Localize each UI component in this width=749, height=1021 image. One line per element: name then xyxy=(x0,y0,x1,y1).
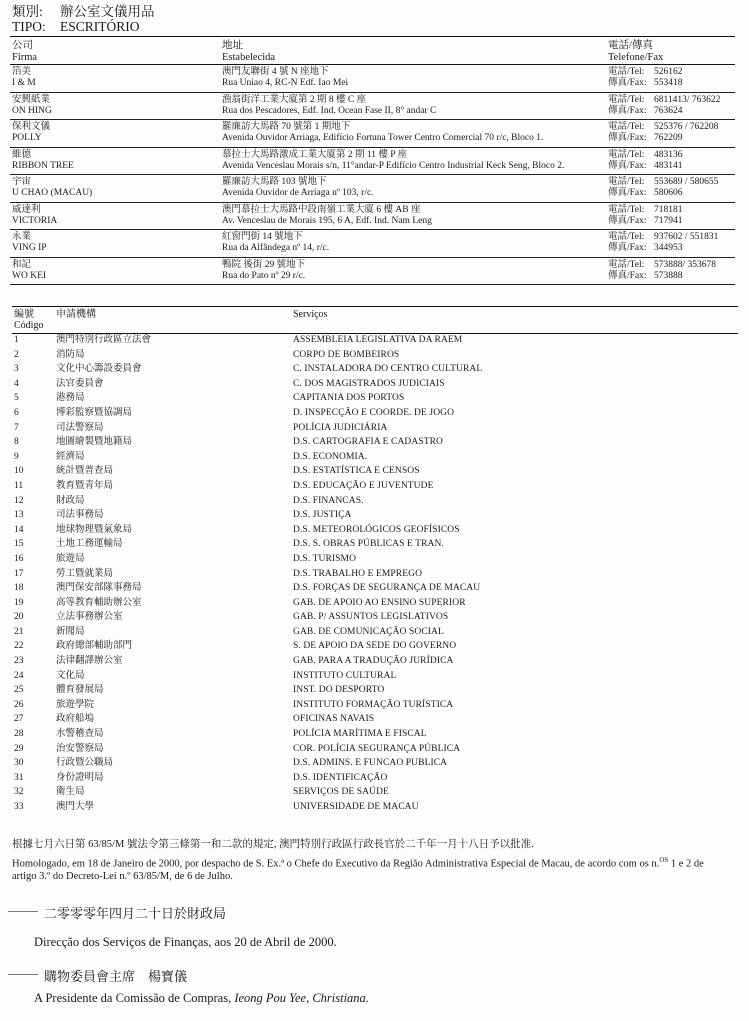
company-fax xyxy=(608,106,735,117)
company-address-cn: 羅廉訪大馬路 70 號第 1 期地下 xyxy=(222,122,351,132)
approval-pt-line2: artigo 3.º do Decreto-Lei n.º 63/85/M, de 6 de Julho. xyxy=(12,871,233,882)
service-institution-cn: 政府總部輔助部門 xyxy=(56,641,133,652)
service-name-pt: GAB. PARA A TRADUÇÃO JURÍDICA xyxy=(293,656,454,667)
code-column-header xyxy=(14,309,43,331)
service-code: 2 xyxy=(14,349,19,360)
company-firm-cell xyxy=(12,260,212,282)
service-name-pt: ASSEMBLEIA LEGISLATIVA DA RAEM xyxy=(293,335,463,345)
tel-label: 電話/Tel: xyxy=(608,177,645,187)
company-name-cn: 和記 xyxy=(12,259,32,270)
service-institution-cn: 法官委員會 xyxy=(56,378,104,389)
service-row xyxy=(12,537,738,552)
tel-value: 718181 xyxy=(654,204,683,215)
company-fax xyxy=(608,161,735,172)
service-institution-cn: 身份證明局 xyxy=(56,772,104,783)
company-address-pt: Av. Venceslau de Morais 195, 6 A, Edf. Ind. Nam Leng xyxy=(222,215,432,226)
service-name-pt: GAB. DE COMUNICAÇÃO SOCIAL xyxy=(293,626,444,637)
type-label: TIPO: xyxy=(12,19,46,34)
service-institution-cn: 土地工務運輸局 xyxy=(56,539,123,550)
service-institution-cn: 立法事務辦公室 xyxy=(56,612,123,623)
service-name-pt: D.S. ECONOMIA. xyxy=(293,451,368,462)
fax-label: 傳真/Fax: xyxy=(608,215,647,226)
approval-pt-text2: 1 e 2 de xyxy=(668,858,704,870)
service-row xyxy=(12,450,738,465)
service-row xyxy=(12,654,738,669)
service-code: 25 xyxy=(14,685,24,696)
service-name-pt: D.S. CARTOGRAFIA E CADASTRO xyxy=(293,437,444,448)
service-institution-cn: 澳門大學 xyxy=(56,802,95,812)
service-code: 9 xyxy=(14,451,19,462)
company-address-cell xyxy=(222,232,607,254)
service-institution-cn: 高等教育輔助辦公室 xyxy=(56,597,142,608)
service-code: 5 xyxy=(14,393,19,404)
tel-label: 電話/Tel: xyxy=(608,204,645,215)
service-name-pt: D.S. EDUCAÇÃO E JUVENTUDE xyxy=(293,480,434,491)
company-phone-cell xyxy=(608,260,735,282)
phone-header-pt: Telefone/Fax xyxy=(608,51,664,63)
company-firm-cell xyxy=(12,67,212,89)
approval-pt-text: Homologado, em 18 de Janeiro de 2000, por despacho de S. Ex.ª o Chefe do Executivo da Região Administrativa Especial de Macau, de acordo com os n. xyxy=(12,858,660,870)
fax-value: 763624 xyxy=(654,105,683,116)
service-code: 23 xyxy=(14,656,24,667)
service-name-pt: D. INSPECÇÃO E COORDE. DE JOGO xyxy=(293,407,455,418)
service-code: 31 xyxy=(14,772,24,783)
firm-header-cn: 公司 xyxy=(12,40,33,51)
company-name-en: U CHAO (MACAU) xyxy=(12,188,93,198)
service-institution-cn: 法律翻譯辦公室 xyxy=(56,656,123,667)
company-address-cn: 澳門慕拉士大馬路中段南嶺工業大廈 6 樓 AB 座 xyxy=(222,204,421,215)
service-code: 24 xyxy=(14,670,24,681)
service-row xyxy=(12,391,738,406)
service-institution-cn: 文化局 xyxy=(56,670,85,681)
company-firm-cell xyxy=(12,205,212,227)
service-code: 32 xyxy=(14,787,24,798)
service-row xyxy=(12,464,738,479)
signature-rule xyxy=(8,911,38,912)
company-row xyxy=(10,203,735,231)
company-row xyxy=(10,175,735,203)
service-name-pt: GAB. P/ ASSUNTOS LEGISLATIVOS xyxy=(293,612,449,623)
service-code: 18 xyxy=(14,583,24,594)
service-row xyxy=(12,494,738,509)
tel-label: 電話/Tel: xyxy=(608,94,645,105)
fax-label: 傳真/Fax: xyxy=(608,270,647,281)
firm-column-header xyxy=(12,40,212,63)
service-code: 20 xyxy=(14,612,24,623)
date-cn: 二零零零年四月二十日於財政局 xyxy=(44,906,227,921)
company-address-cn: 鴨院 後街 29 號地下 xyxy=(222,259,306,270)
service-institution-cn: 文化中心籌設委員會 xyxy=(56,364,142,375)
phone-column-header xyxy=(608,40,735,63)
services-table-header xyxy=(12,306,738,334)
company-table xyxy=(10,36,735,285)
tel-label: 電話/Tel: xyxy=(608,122,645,132)
company-name-cn: 保利文儀 xyxy=(12,122,51,132)
service-row xyxy=(12,698,738,713)
company-tel xyxy=(608,67,735,78)
fax-label: 傳真/Fax: xyxy=(608,105,647,116)
company-address-pt: Rua Uniao 4, RC-N Edf. Iao Mei xyxy=(222,78,349,88)
company-name-en: ON HING xyxy=(12,105,52,116)
tel-value: 553689 / 580655 xyxy=(654,177,719,187)
service-code: 14 xyxy=(14,524,24,535)
approval-pt-line1 xyxy=(12,853,704,872)
document-header xyxy=(12,4,155,34)
company-address-cn: 漁翁街洋工業大廈第 2 期 8 樓 C 座 xyxy=(222,94,367,105)
fax-label: 傳真/Fax: xyxy=(608,78,647,88)
company-name-cn: 永業 xyxy=(12,232,32,242)
service-row xyxy=(12,333,738,348)
fax-value: 717941 xyxy=(654,215,683,226)
service-institution-cn: 澳門特別行政區立法會 xyxy=(56,335,152,345)
company-phone-cell xyxy=(608,122,735,144)
company-name-en: WO KEI xyxy=(12,270,47,281)
tel-value: 937602 / 551831 xyxy=(654,232,719,242)
service-row xyxy=(12,479,738,494)
company-firm-cell xyxy=(12,232,212,254)
company-address-cell xyxy=(222,150,607,172)
service-institution-cn: 勞工暨就業局 xyxy=(56,568,114,579)
company-firm-cell xyxy=(12,177,212,199)
category-label: 類別: xyxy=(12,4,43,19)
service-row xyxy=(12,669,738,684)
company-row xyxy=(10,258,735,286)
service-row xyxy=(12,610,738,625)
service-institution-cn: 衛生局 xyxy=(56,787,85,798)
tel-value: 525376 / 762208 xyxy=(654,122,719,132)
service-name-pt: INST. DO DESPORTO xyxy=(293,685,385,696)
service-code: 19 xyxy=(14,597,24,608)
service-institution-cn: 司法事務局 xyxy=(56,510,104,521)
service-institution-cn: 水警稽查局 xyxy=(56,729,104,740)
company-table-header xyxy=(10,36,735,65)
service-name-pt: D.S. ADMINS. E FUNCAO PUBLICA xyxy=(293,758,448,769)
service-row xyxy=(12,552,738,567)
service-row xyxy=(12,625,738,640)
company-phone-cell xyxy=(608,95,735,117)
service-institution-cn: 旅遊局 xyxy=(56,553,85,564)
approval-pt-sup: OS xyxy=(659,856,669,864)
company-phone-cell xyxy=(608,232,735,254)
service-institution-cn: 行政暨公職局 xyxy=(56,758,114,769)
service-row xyxy=(12,567,738,582)
fax-value: 762209 xyxy=(654,133,683,143)
service-code: 26 xyxy=(14,699,24,710)
category-value: 辦公室文儀用品 xyxy=(60,4,155,19)
service-name-pt: POLÍCIA JUDICIÁRIA xyxy=(293,422,388,433)
service-row xyxy=(12,639,738,654)
company-name-cn: 安興紙業 xyxy=(12,94,51,105)
company-fax xyxy=(608,78,735,89)
phone-header-cn: 電話/傳真 xyxy=(608,40,653,51)
service-name-pt: UNIVERSIDADE DE MACAU xyxy=(293,802,419,812)
company-fax xyxy=(608,133,735,144)
service-row xyxy=(12,596,738,611)
company-address-cell xyxy=(222,205,607,227)
service-code: 8 xyxy=(14,437,19,448)
company-name-cn: 宇宙 xyxy=(12,177,32,187)
service-name-pt: INSTITUTO CULTURAL xyxy=(293,670,397,681)
service-row xyxy=(12,581,738,596)
fax-value: 344953 xyxy=(654,243,683,253)
company-row xyxy=(10,65,735,93)
company-tel xyxy=(608,232,735,243)
service-row xyxy=(12,421,738,436)
company-address-cell xyxy=(222,67,607,89)
tel-label: 電話/Tel: xyxy=(608,259,645,270)
company-firm-cell xyxy=(12,150,212,172)
company-fax xyxy=(608,271,735,282)
service-institution-cn: 地圖繪製暨地籍局 xyxy=(56,437,133,448)
service-code: 28 xyxy=(14,729,24,740)
company-name-cn: 維德 xyxy=(12,149,32,160)
company-name-en: VICTORIA xyxy=(12,215,58,226)
signature-rule xyxy=(8,974,38,975)
service-code: 15 xyxy=(14,539,24,550)
service-row xyxy=(12,362,738,377)
company-phone-cell xyxy=(608,67,735,89)
service-institution-cn: 新聞局 xyxy=(56,626,85,637)
service-code: 21 xyxy=(14,626,24,637)
service-row xyxy=(12,435,738,450)
fax-label: 傳真/Fax: xyxy=(608,133,647,143)
approval-cn: 根據七月六日第 63/85/M 號法令第三條第一和二款的規定, 澳門特別行政區行政長官於二千年一月十八日予以批准. xyxy=(12,839,534,850)
service-institution-cn: 司法警察局 xyxy=(56,422,104,433)
company-name-en: I & M xyxy=(12,78,36,88)
service-institution-cn: 統計暨普查局 xyxy=(56,466,114,477)
company-fax xyxy=(608,216,735,227)
tel-label: 電話/Tel: xyxy=(608,67,645,77)
company-row xyxy=(10,93,735,121)
company-tel xyxy=(608,177,735,188)
tel-label: 電話/Tel: xyxy=(608,232,645,242)
service-name-pt: C. INSTALADORA DO CENTRO CULTURAL xyxy=(293,364,483,375)
service-row xyxy=(12,742,738,757)
company-name-en: VING IP xyxy=(12,243,47,253)
company-name-en: RIBBON TREE xyxy=(12,160,74,171)
service-code: 1 xyxy=(14,335,19,345)
service-row xyxy=(12,712,738,727)
company-phone-cell xyxy=(608,177,735,199)
service-name-pt: D.S. S. OBRAS PÚBLICAS E TRAN. xyxy=(293,539,444,550)
service-code: 17 xyxy=(14,568,24,579)
service-code: 30 xyxy=(14,758,24,769)
service-institution-cn: 港務局 xyxy=(56,393,85,404)
service-institution-cn: 教育暨青年局 xyxy=(56,480,114,491)
service-code: 27 xyxy=(14,714,24,725)
type-value: ESCRITÓRIO xyxy=(60,19,140,34)
code-header-cn: 編號 xyxy=(14,309,34,320)
company-tel xyxy=(608,260,735,271)
fax-value: 580606 xyxy=(654,188,683,198)
signer-title: A Presidente da Comissão de Compras, xyxy=(34,991,235,1005)
company-tel xyxy=(608,150,735,161)
service-name-pt: INSTITUTO FORMAÇÃO TURÍSTICA xyxy=(293,699,454,710)
service-institution-cn: 經濟局 xyxy=(56,451,85,462)
company-address-pt: Rua dos Pescadores, Edf. Ind. Ocean Fase II, 8° andar C xyxy=(222,105,437,116)
service-name-pt: D.S. FORÇAS DE SEGURANÇA DE MACAU xyxy=(293,583,481,594)
service-institution-cn: 財政局 xyxy=(56,495,85,506)
service-institution-cn: 消防局 xyxy=(56,349,85,360)
company-tel xyxy=(608,205,735,216)
date-pt: Direcção dos Serviços de Finanças, aos 20 de Abril de 2000. xyxy=(34,935,337,949)
service-code: 4 xyxy=(14,378,19,389)
service-code: 3 xyxy=(14,364,19,375)
firm-header-pt: Firma xyxy=(12,51,38,63)
service-name-pt: GAB. DE APOIO AO ENSINO SUPERIOR xyxy=(293,597,466,608)
service-name-pt: S. DE APOIO DA SEDE DO GOVERNO xyxy=(293,641,457,652)
service-row xyxy=(12,348,738,363)
service-name-pt: SERVIÇOS DE SAÚDE xyxy=(293,787,389,798)
service-code: 29 xyxy=(14,743,24,754)
company-fax xyxy=(608,188,735,199)
fax-value: 553418 xyxy=(654,78,683,88)
service-name-pt: D.S. JUSTIÇA xyxy=(293,510,352,521)
service-row xyxy=(12,508,738,523)
address-header-cn: 地址 xyxy=(222,40,243,51)
service-row xyxy=(12,756,738,771)
institution-column-header: 申請機構 xyxy=(56,309,96,320)
type-line xyxy=(12,19,155,34)
company-tel xyxy=(608,95,735,106)
service-name-pt: POLÍCIA MARÍTIMA E FISCAL xyxy=(293,729,427,740)
service-institution-cn: 治安警察局 xyxy=(56,743,104,754)
service-name-pt: CORPO DE BOMBEIROS xyxy=(293,349,400,360)
company-address-cn: 紅窗門街 14 號地下 xyxy=(222,232,303,242)
company-row xyxy=(10,230,735,258)
fax-label: 傳真/Fax: xyxy=(608,160,647,171)
company-name-cn: 威達利 xyxy=(12,204,41,215)
tel-value: 526162 xyxy=(654,67,683,77)
service-row xyxy=(12,771,738,786)
company-address-cell xyxy=(222,177,607,199)
services-column-header: Serviços xyxy=(293,309,328,320)
company-address-pt: Rua do Pato nº 29 r/c. xyxy=(222,270,306,281)
company-phone-cell xyxy=(608,150,735,172)
service-row xyxy=(12,523,738,538)
signer-cn: 購物委員會主席 楊寶儀 xyxy=(44,969,188,984)
service-name-pt: CAPITANIA DOS PORTOS xyxy=(293,393,405,404)
service-institution-cn: 澳門保安部隊事務局 xyxy=(56,583,142,594)
service-row xyxy=(12,377,738,392)
service-code: 12 xyxy=(14,495,24,506)
address-header-pt: Estabelecida xyxy=(222,51,276,63)
service-name-pt: D.S. METEOROLÓGICOS GEOFÍSICOS xyxy=(293,524,460,535)
service-name-pt: COR. POLÍCIA SEGURANÇA PÚBLICA xyxy=(293,743,461,754)
service-code: 6 xyxy=(14,407,19,418)
signer-name: Ieong Pou Yee, Christiana. xyxy=(234,991,369,1005)
fax-value: 573888 xyxy=(654,270,683,281)
service-code: 13 xyxy=(14,510,24,521)
fax-label: 傳真/Fax: xyxy=(608,243,647,253)
tel-value: 6811413/ 763622 xyxy=(654,94,721,105)
company-row xyxy=(10,148,735,176)
tel-value: 573888/ 353678 xyxy=(654,259,717,270)
service-name-pt: D.S. TURISMO xyxy=(293,553,357,564)
company-address-pt: Rua da Alfândega nº 14, r/c. xyxy=(222,243,330,253)
service-institution-cn: 地球物理暨氣象局 xyxy=(56,524,133,535)
company-firm-cell xyxy=(12,95,212,117)
company-address-cn: 羅廉訪大馬路 103 號地下 xyxy=(222,177,327,187)
service-row xyxy=(12,800,738,815)
tel-label: 電話/Tel: xyxy=(608,149,645,160)
company-name-cn: 箔美 xyxy=(12,67,32,77)
service-institution-cn: 旅遊學院 xyxy=(56,699,95,710)
company-address-cell xyxy=(222,95,607,117)
signer-pt xyxy=(34,991,369,1006)
fax-value: 483141 xyxy=(654,160,683,171)
service-row xyxy=(12,683,738,698)
service-row xyxy=(12,406,738,421)
company-fax xyxy=(608,243,735,254)
company-address-pt: Avenida Ouvidor de Arriaga nº 103, r/c. xyxy=(222,188,374,198)
service-institution-cn: 體育發展局 xyxy=(56,685,104,696)
company-address-pt: Avenida Ouvidor Arriaga, Edifício Fortuna Tower Centro Comercial 70 r/c, Bloco 1. xyxy=(222,133,544,143)
fax-label: 傳真/Fax: xyxy=(608,188,647,198)
company-firm-cell xyxy=(12,122,212,144)
service-name-pt: D.S. ESTATÍSTICA E CENSOS xyxy=(293,466,420,477)
service-code: 16 xyxy=(14,553,24,564)
company-phone-cell xyxy=(608,205,735,227)
company-rows xyxy=(10,65,735,285)
company-address-cn: 慕拉士大馬路激成工業大廈第 2 期 11 樓 P 座 xyxy=(222,149,408,160)
service-code: 10 xyxy=(14,466,24,477)
service-name-pt: D.S. IDENTIFICAÇÃO xyxy=(293,772,388,783)
company-address-cn: 澳門友聯街 4 號 N 座地下 xyxy=(222,67,329,77)
service-name-pt: OFICINAS NAVAIS xyxy=(293,714,375,725)
company-address-pt: Avenida Venceslau Morais s/n, 11°andar-P Edifício Centro Industrial Keck Seng, Bloco 2. xyxy=(222,160,565,171)
category-line xyxy=(12,4,155,19)
company-tel xyxy=(608,122,735,133)
service-name-pt: D.S. TRABALHO E EMPREGO xyxy=(293,568,423,579)
service-row xyxy=(12,785,738,800)
service-code: 33 xyxy=(14,802,24,812)
tel-value: 483136 xyxy=(654,149,683,160)
code-header-pt: Código xyxy=(14,320,44,331)
service-row xyxy=(12,727,738,742)
service-code: 7 xyxy=(14,422,19,433)
service-institution-cn: 博彩監察暨協調局 xyxy=(56,407,133,418)
company-address-cell xyxy=(222,260,607,282)
service-code: 11 xyxy=(14,480,24,491)
service-institution-cn: 政府船塢 xyxy=(56,714,95,725)
service-name-pt: C. DOS MAGISTRADOS JUDICIAIS xyxy=(293,378,445,389)
service-code: 22 xyxy=(14,641,24,652)
services-list xyxy=(12,333,738,815)
company-row xyxy=(10,120,735,148)
service-name-pt: D.S. FINANCAS. xyxy=(293,495,364,506)
address-column-header xyxy=(222,40,607,63)
company-address-cell xyxy=(222,122,607,144)
company-name-en: POLLY xyxy=(12,133,42,143)
